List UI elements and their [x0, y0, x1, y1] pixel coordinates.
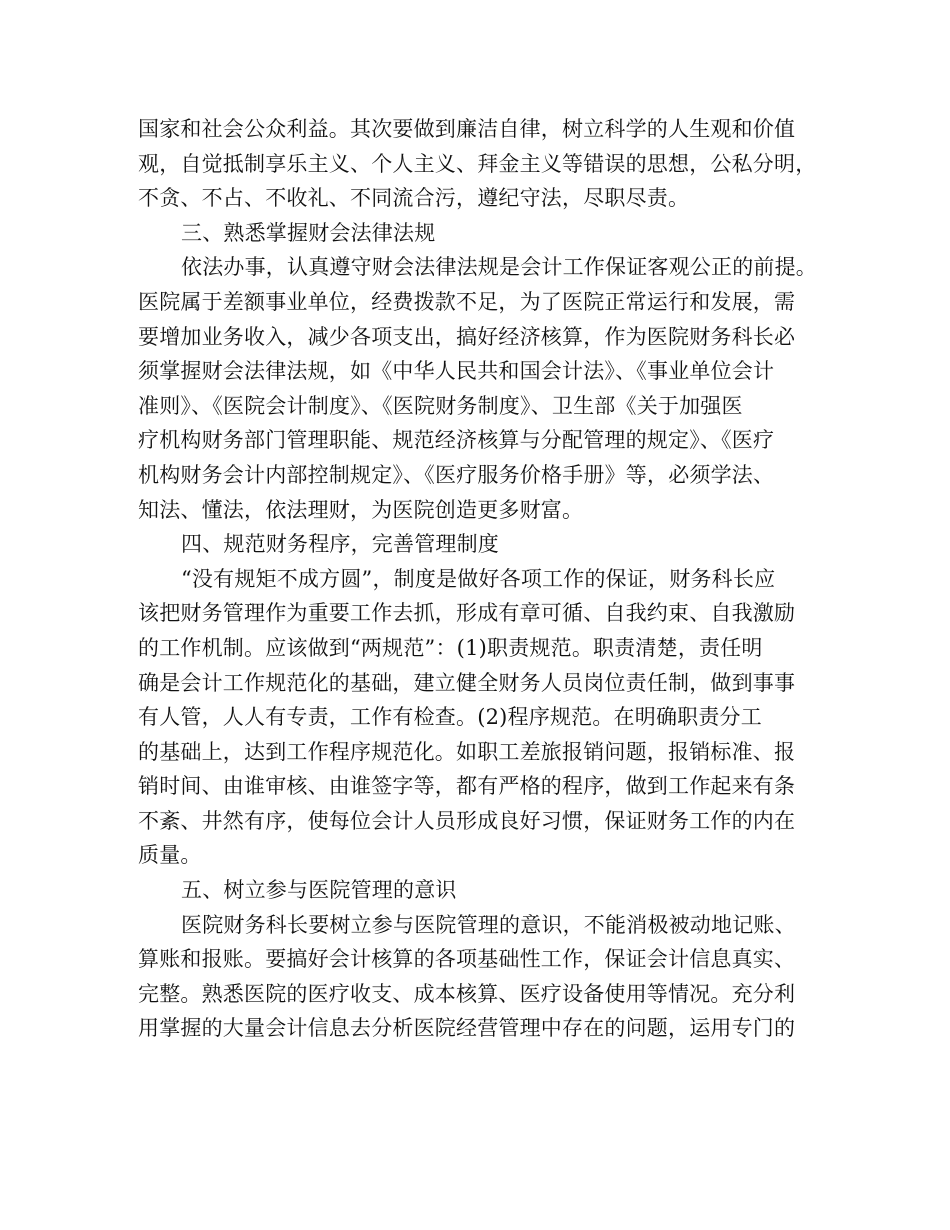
paragraph-line: 的基础上，达到工作程序规范化。如职工差旅报销问题，报销标准、报: [138, 739, 796, 764]
paragraph-line: 质量。: [138, 843, 202, 868]
paragraph-line: 该把财务管理作为重要工作去抓，形成有章可循、自我约束、自我激励: [138, 601, 796, 626]
paragraph-line: “没有规矩不成方圆”，制度是做好各项工作的保证，财务科长应: [181, 566, 776, 591]
paragraph-line: 依法办事，认真遵守财会法律法规是会计工作保证客观公正的前提。: [181, 255, 817, 280]
section-heading: 五、树立参与医院管理的意识: [181, 878, 457, 903]
paragraph-line: 医院属于差额事业单位，经费拨款不足，为了医院正常运行和发展，需: [138, 289, 796, 314]
paragraph-line: 销时间、由谁审核、由谁签字等，都有严格的程序，做到工作起来有条: [138, 774, 796, 799]
section-heading: 四、规范财务程序，完善管理制度: [181, 532, 499, 557]
section-heading: 三、熟悉掌握财会法律法规: [181, 220, 436, 245]
paragraph-line: 算账和报账。要搞好会计核算的各项基础性工作，保证会计信息真实、: [138, 947, 796, 972]
paragraph-line: 疗机构财务部门管理职能、规范经济核算与分配管理的规定》、《医疗: [138, 428, 775, 453]
paragraph-line: 用掌握的大量会计信息去分析医院经营管理中存在的问题，运用专门的: [138, 1016, 796, 1041]
paragraph-line: 不紊、井然有序，使每位会计人员形成良好习惯，保证财务工作的内在: [138, 808, 796, 833]
body-text: [138, 112, 828, 1046]
paragraph-line: 确是会计工作规范化的基础，建立健全财务人员岗位责任制，做到事事: [138, 670, 796, 695]
paragraph-line: 准则》、《医院会计制度》、《医院财务制度》、卫生部《关于加强医: [138, 393, 743, 418]
paragraph-line: 医院财务科长要树立参与医院管理的意识，不能消极被动地记账、: [181, 912, 796, 937]
paragraph-line: 观，自觉抵制享乐主义、个人主义、拜金主义等错误的思想，公私分明，: [138, 151, 817, 176]
paragraph-line: 不贪、不占、不收礼、不同流合污，遵纪守法，尽职尽责。: [138, 186, 690, 211]
paragraph-line: 机构财务会计内部控制规定》、《医疗服务价格手册》等，必须学法、: [138, 462, 775, 487]
paragraph-line: 有人管，人人有专责，工作有检查。(2)程序规范。在明确职责分工: [138, 705, 762, 730]
paragraph-line: 国家和社会公众利益。其次要做到廉洁自律，树立科学的人生观和价值: [138, 117, 796, 141]
paragraph-line: 须掌握财会法律法规，如《中华人民共和国会计法》、《事业单位会计: [138, 359, 775, 384]
paragraph-line: 知法、懂法，依法理财，为医院创造更多财富。: [138, 497, 584, 522]
paragraph-line: 完整。熟悉医院的医疗收支、成本核算、医疗设备使用等情况。充分利: [138, 981, 796, 1006]
paragraph-line: 的工作机制。应该做到“两规范”：(1)职责规范。职责清楚，责任明: [138, 635, 763, 660]
paragraph-line: 要增加业务收入，减少各项支出，搞好经济核算，作为医院财务科长必: [138, 324, 796, 349]
